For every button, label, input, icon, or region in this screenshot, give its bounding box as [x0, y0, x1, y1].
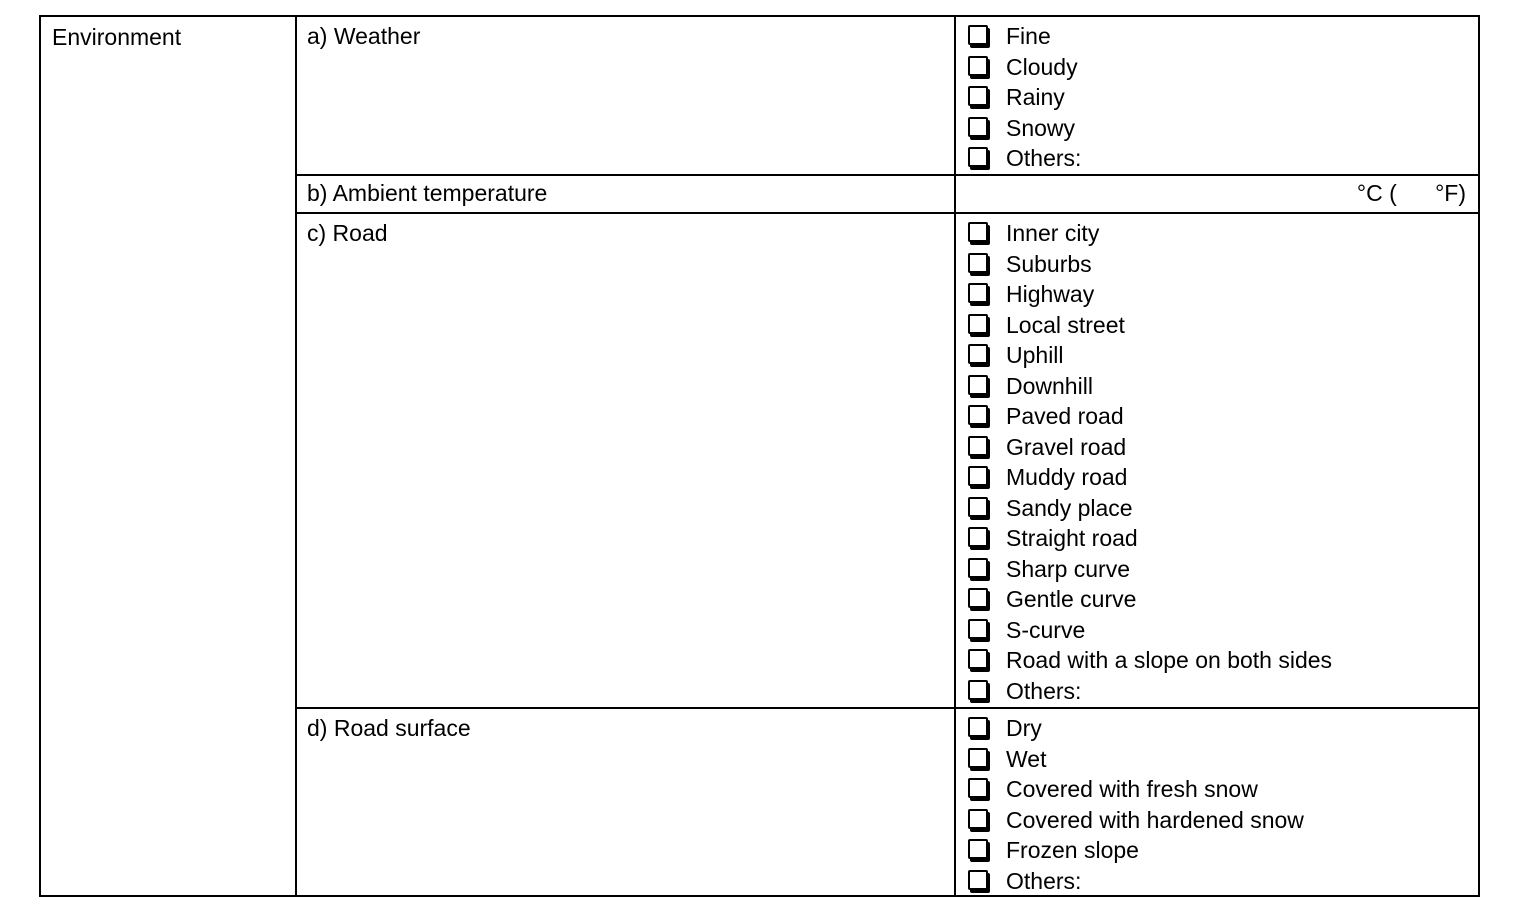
checkbox[interactable] [968, 680, 988, 700]
surface-option[interactable] [956, 774, 1478, 805]
checkbox[interactable] [968, 778, 988, 798]
checkbox[interactable] [968, 619, 988, 639]
checkbox[interactable] [968, 588, 988, 608]
option-label: Paved road [1006, 403, 1124, 429]
weather-label: a) Weather [307, 23, 421, 49]
road-row [297, 214, 1478, 709]
weather-option[interactable] [956, 143, 1478, 174]
option-label: Cloudy [1006, 53, 1078, 80]
checkbox[interactable] [968, 527, 988, 547]
road-options [956, 218, 1478, 706]
temperature-row [297, 176, 1478, 214]
option-label: Fine [1006, 23, 1051, 49]
option-label: Gravel road [1006, 433, 1127, 460]
option-label: Gentle curve [1006, 586, 1137, 612]
road-option[interactable] [956, 584, 1478, 615]
road-option[interactable] [956, 523, 1478, 554]
road-option[interactable] [956, 310, 1478, 341]
checkbox[interactable] [968, 344, 988, 364]
option-label: Suburbs [1006, 250, 1092, 277]
checkbox[interactable] [968, 56, 988, 76]
temperature-label-cell [297, 176, 956, 212]
weather-option[interactable] [956, 82, 1478, 113]
checkbox[interactable] [968, 649, 988, 669]
option-label: Rainy [1006, 84, 1065, 110]
surface-label-cell [297, 709, 956, 895]
option-label: Covered with hardened snow [1006, 806, 1304, 833]
road-option[interactable] [956, 218, 1478, 249]
checkbox[interactable] [968, 717, 988, 737]
road-option[interactable] [956, 340, 1478, 371]
checkbox[interactable] [968, 558, 988, 578]
option-label: Downhill [1006, 372, 1093, 399]
weather-row [297, 17, 1478, 176]
checkbox[interactable] [968, 375, 988, 395]
road-option[interactable] [956, 676, 1478, 707]
checkbox[interactable] [968, 497, 988, 517]
weather-label-cell [297, 17, 956, 174]
road-option[interactable] [956, 371, 1478, 402]
road-option[interactable] [956, 493, 1478, 524]
checkbox[interactable] [968, 25, 988, 45]
checkbox[interactable] [968, 86, 988, 106]
temperature-unit-field[interactable]: °C ( °F) [1356, 180, 1466, 206]
option-label: Wet [1006, 745, 1047, 772]
option-label: Sharp curve [1006, 555, 1131, 582]
option-label: Highway [1006, 281, 1095, 307]
checkbox[interactable] [968, 870, 988, 890]
category-label: Environment [52, 24, 182, 50]
option-label: Covered with fresh snow [1006, 776, 1258, 802]
checkbox[interactable] [968, 222, 988, 242]
option-label: S-curve [1006, 616, 1086, 643]
checkbox[interactable] [968, 466, 988, 486]
option-label: Muddy road [1006, 464, 1128, 490]
option-label: Frozen slope [1006, 837, 1139, 863]
road-option[interactable] [956, 249, 1478, 280]
weather-options [956, 21, 1478, 174]
road-option[interactable] [956, 554, 1478, 585]
road-label: c) Road [307, 220, 388, 246]
option-label: Inner city [1006, 220, 1100, 246]
road-option[interactable] [956, 615, 1478, 646]
checkbox[interactable] [968, 436, 988, 456]
option-label: Others: [1006, 677, 1082, 704]
option-label: Local street [1006, 311, 1125, 338]
road-label-cell [297, 214, 956, 707]
checkbox[interactable] [968, 253, 988, 273]
surface-row [297, 709, 1478, 895]
checkbox[interactable] [968, 314, 988, 334]
surface-option[interactable] [956, 835, 1478, 866]
option-label: Others: [1006, 145, 1082, 171]
checkbox[interactable] [968, 839, 988, 859]
road-option[interactable] [956, 462, 1478, 493]
surface-option[interactable] [956, 866, 1478, 897]
checkbox[interactable] [968, 117, 988, 137]
surface-option[interactable] [956, 805, 1478, 836]
option-label: Uphill [1006, 342, 1064, 368]
option-label: Road with a slope on both sides [1006, 647, 1333, 673]
option-label: Dry [1006, 715, 1042, 741]
weather-option[interactable] [956, 113, 1478, 144]
weather-option[interactable] [956, 21, 1478, 52]
checkbox[interactable] [968, 283, 988, 303]
category-cell [41, 17, 297, 895]
road-option[interactable] [956, 645, 1478, 676]
surface-option[interactable] [956, 713, 1478, 744]
road-option[interactable] [956, 432, 1478, 463]
checkbox[interactable] [968, 809, 988, 829]
surface-options [956, 713, 1478, 896]
temperature-label: b) Ambient temperature [307, 180, 548, 206]
road-option[interactable] [956, 279, 1478, 310]
environment-form-table [39, 15, 1480, 897]
checkbox[interactable] [968, 748, 988, 768]
surface-label: d) Road surface [307, 715, 471, 741]
checkbox[interactable] [968, 147, 988, 167]
option-label: Straight road [1006, 525, 1138, 551]
weather-option[interactable] [956, 52, 1478, 83]
option-label: Sandy place [1006, 494, 1133, 521]
checkbox[interactable] [968, 405, 988, 425]
surface-option[interactable] [956, 744, 1478, 775]
option-label: Snowy [1006, 114, 1076, 141]
option-label: Others: [1006, 867, 1082, 894]
road-option[interactable] [956, 401, 1478, 432]
